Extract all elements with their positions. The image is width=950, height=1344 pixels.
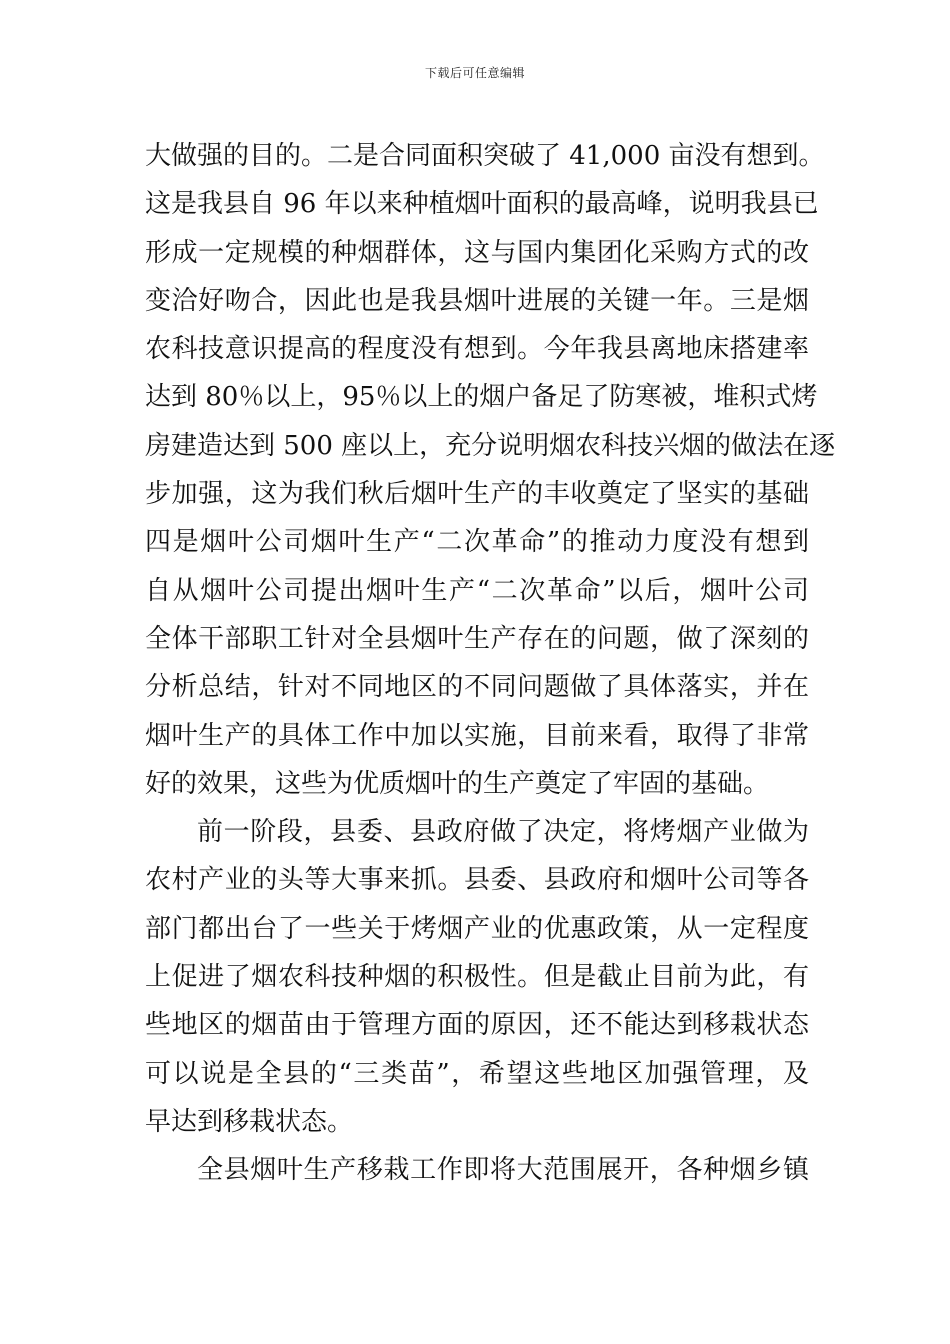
text-line: 变洽好吻合，因此也是我县烟叶进展的关键一年。三是烟 [145,285,809,316]
paragraph-first-line: 前一阶段，县委、县政府做了决定，将烤烟产业做为 [197,817,809,848]
text-line: 步加强，这为我们秋后烟叶生产的丰收奠定了坚实的基础 [145,479,809,510]
text-line: 自从烟叶公司提出烟叶生产“二次革命”以后，烟叶公司 [145,575,809,606]
text-line: 农村产业的头等大事来抓。县委、县政府和烟叶公司等各 [145,865,809,896]
text-line: 分析总结，针对不同地区的不同问题做了具体落实，并在 [145,672,809,703]
text-line: 大做强的目的。二是合同面积突破了 41,000 亩没有想到。 [145,141,825,171]
text-line: 烟叶生产的具体工作中加以实施，目前来看，取得了非常 [145,720,809,751]
text-line: 些地区的烟苗由于管理方面的原因，还不能达到移栽状态 [145,1010,809,1041]
text-line: 全体干部职工针对全县烟叶生产存在的问题，做了深刻的 [145,623,809,654]
text-line: 这是我县自 96 年以来种植烟叶面积的最高峰，说明我县已 [145,189,819,220]
text-line: 达到 80％以上，95％以上的烟户备足了防寒被，堆积式烤 [145,382,818,413]
text-line: 部门都出台了一些关于烤烟产业的优惠政策，从一定程度 [145,913,809,944]
page-header: 下载后可任意编辑 [424,66,525,80]
text-line: 农科技意识提高的程度没有想到。今年我县离地床搭建率 [145,334,809,365]
text-line: 可以说是全县的“三类苗”，希望这些地区加强管理，及 [145,1058,809,1089]
document-body [145,132,836,1195]
text-line: 形成一定规模的种烟群体，这与国内集团化采购方式的改 [145,237,809,268]
text-line: 好的效果，这些为优质烟叶的生产奠定了牢固的基础。 [145,768,770,799]
text-line: 上促进了烟农科技种烟的积极性。但是截止目前为此，有 [145,962,809,993]
text-line: 四是烟叶公司烟叶生产“二次革命”的推动力度没有想到 [145,527,809,558]
text-line: 房建造达到 500 座以上，充分说明烟农科技兴烟的做法在逐 [145,430,836,461]
paragraph-first-line: 全县烟叶生产移栽工作即将大范围展开，各种烟乡镇 [197,1155,809,1186]
text-line: 早达到移栽状态。 [145,1106,354,1137]
